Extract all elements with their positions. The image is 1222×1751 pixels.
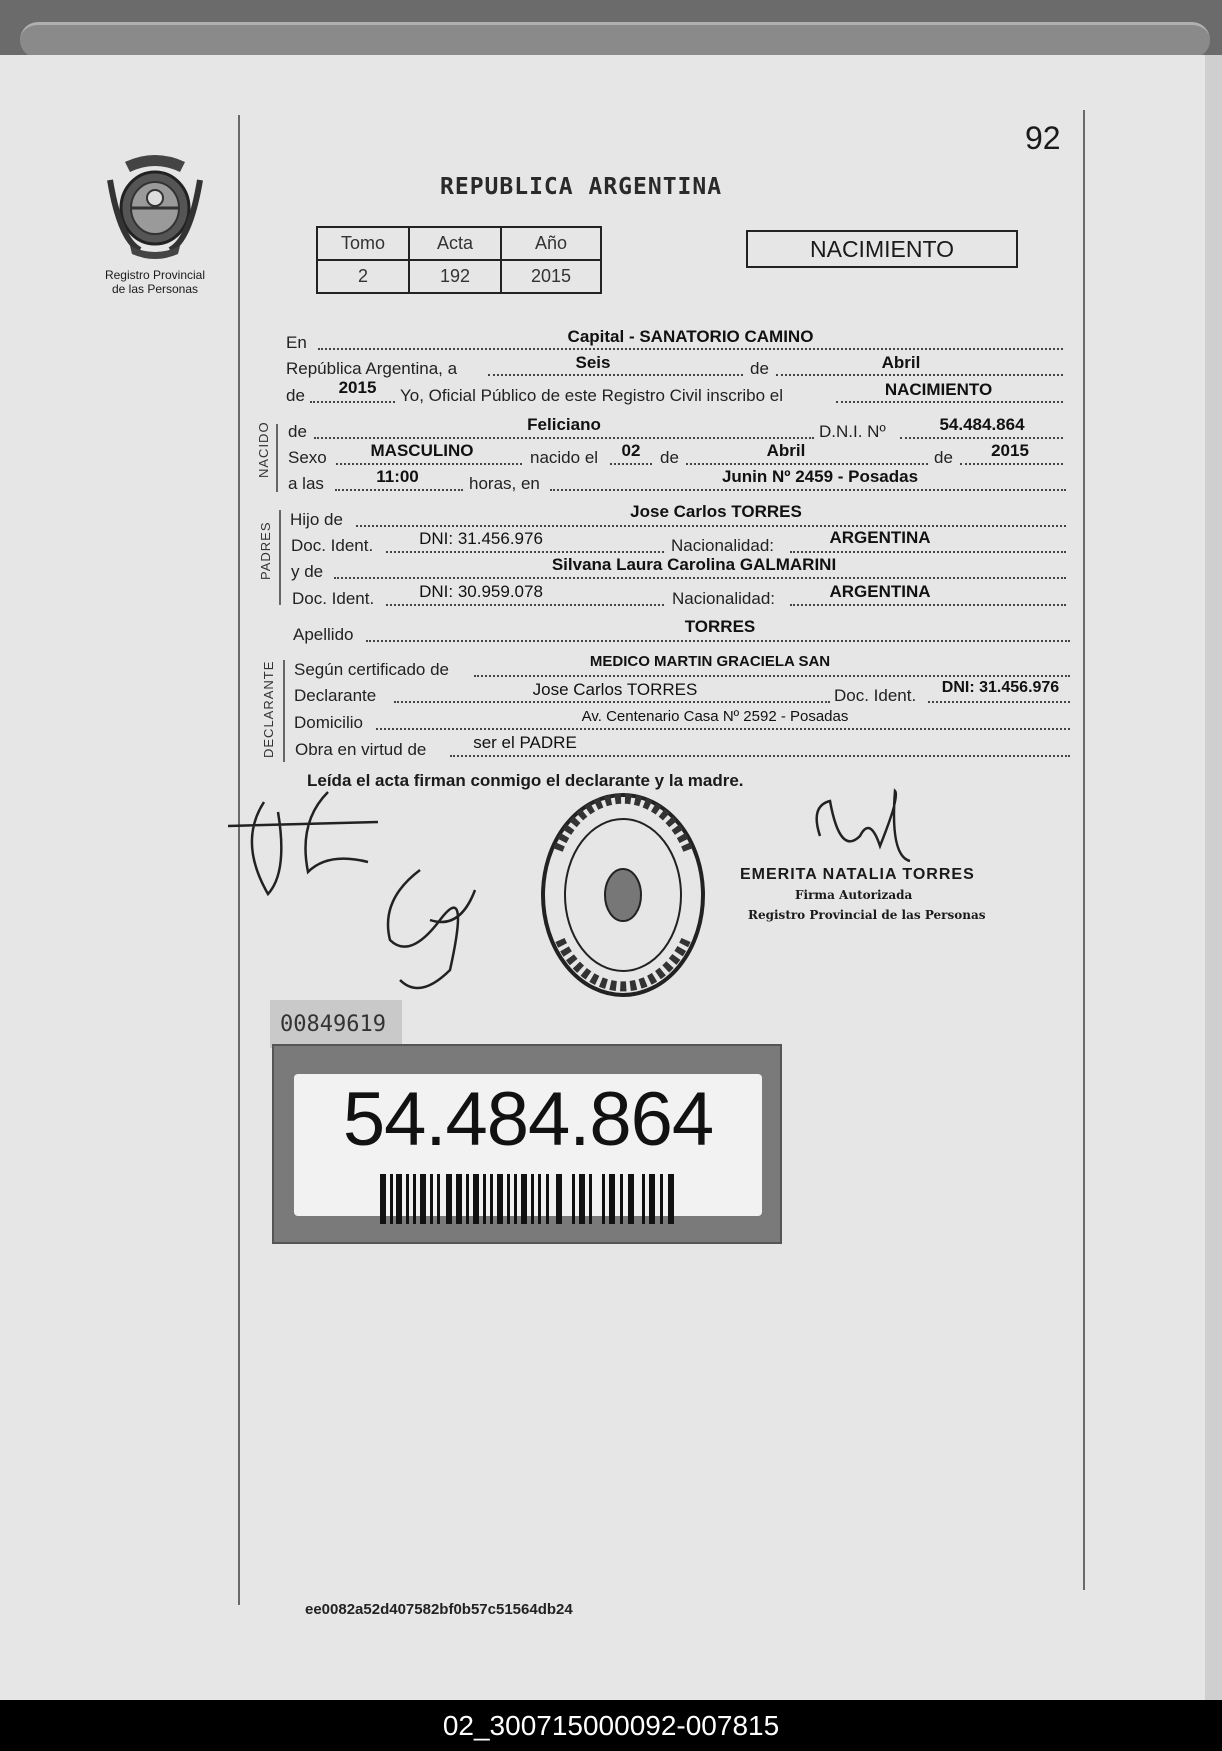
value-nac-anio: 2015 (991, 441, 1029, 460)
record-type-box: NACIMIENTO (746, 230, 1018, 268)
value-hora: 11:00 (376, 467, 419, 486)
document-hash: ee0082a52d407582bf0b57c51564db24 (305, 1601, 573, 1618)
issuer-name (90, 268, 220, 296)
label-yo-oficial: Yo, Oficial Público de este Registro Civil inscribo el (400, 386, 783, 405)
dots-nac-mes (686, 463, 928, 465)
reference-value-row (317, 260, 601, 293)
label-a-las: a las (288, 474, 324, 493)
header-anio: Año (501, 227, 601, 260)
value-anio: 2015 (501, 260, 601, 293)
closing-statement: Leída el acta firman conmigo el declarante y la madre. (307, 771, 744, 790)
label-dni: D.N.I. Nº (819, 422, 886, 441)
label-doc-declarante: Doc. Ident. (834, 686, 917, 705)
section-nacido: NACIDO (256, 421, 271, 478)
label-horas-en: horas, en (469, 474, 540, 493)
value-apellido: TORRES (684, 617, 756, 636)
dots-en (318, 348, 1063, 350)
label-en: En (286, 333, 307, 352)
serial-number: 00849619 (280, 1012, 386, 1037)
label-y-de: y de (291, 562, 324, 581)
value-madre-nac: ARGENTINA (829, 582, 931, 601)
issuer-name-line1: Registro Provincial (104, 268, 206, 282)
value-declarante: Jose Carlos TORRES (532, 680, 698, 699)
value-dni: 54.484.864 (939, 415, 1025, 434)
dots-lugar-nac (550, 489, 1066, 491)
reference-table (316, 226, 602, 294)
dots-sexo (336, 463, 522, 465)
value-tipo: NACIMIENTO (884, 380, 993, 399)
value-nac-dia: 02 (621, 441, 641, 460)
label-nac-madre: Nacionalidad: (672, 589, 776, 608)
dots-cert (474, 675, 1070, 677)
value-virtud: ser el PADRE (473, 733, 577, 752)
barcode-icon (380, 1174, 680, 1224)
value-lugar: Capital - SANATORIO CAMINO (567, 327, 814, 346)
barcode-number: 54.484.864 (342, 1077, 714, 1162)
issuer-name-line2: de las Personas (111, 282, 199, 296)
declarante-bar (283, 660, 285, 762)
official-role: Firma Autorizada (795, 888, 913, 902)
value-sexo: MASCULINO (370, 441, 474, 460)
label-republica: República Argentina, a (286, 359, 458, 378)
official-office: Registro Provincial de las Personas (748, 908, 986, 922)
label-segun-cert: Según certificado de (294, 660, 449, 679)
official-name: EMERITA NATALIA TORRES (740, 866, 975, 883)
dots-tipo (836, 401, 1063, 403)
value-anio-reg: 2015 (338, 378, 377, 397)
dots-anio (310, 401, 395, 403)
mother-signature (380, 860, 490, 1000)
value-acta: 192 (409, 260, 501, 293)
value-padre-nac: ARGENTINA (829, 528, 931, 547)
label-apellido: Apellido (293, 625, 354, 644)
dots-madre-nac (790, 604, 1066, 606)
right-frame-line (1083, 110, 1085, 1590)
dots-padre-doc (386, 551, 664, 553)
label-doc-padre: Doc. Ident. (291, 536, 374, 555)
dots-padre (356, 525, 1066, 527)
value-nombre: Feliciano (527, 415, 601, 434)
label-de-anio: de (286, 386, 305, 405)
file-identifier: 02_300715000092-007815 (0, 1700, 1222, 1751)
value-certificado: MEDICO MARTIN GRACIELA SAN (589, 653, 831, 670)
page-number: 92 (1025, 120, 1061, 156)
dots-declarante-doc (928, 701, 1070, 703)
dots-apellido (366, 640, 1070, 642)
dots-declarante (394, 701, 830, 703)
dots-virtud (450, 755, 1070, 757)
value-madre-doc: DNI: 30.959.078 (419, 582, 543, 601)
dots-dni (900, 437, 1063, 439)
value-tomo: 2 (317, 260, 409, 293)
value-lugar-nac: Junin Nº 2459 - Posadas (721, 467, 919, 486)
registry-seal (538, 790, 708, 1000)
binder-bar (20, 22, 1210, 58)
dots-hora (335, 489, 463, 491)
value-declarante-doc: DNI: 31.456.976 (941, 679, 1060, 696)
label-de-nac-mes: de (660, 448, 679, 467)
label-hijo-de: Hijo de (290, 510, 343, 529)
label-de-nac-anio: de (934, 448, 953, 467)
section-padres: PADRES (258, 521, 273, 580)
barcode-inner (294, 1074, 762, 1216)
section-declarante: DECLARANTE (261, 660, 276, 758)
dots-madre-doc (386, 604, 664, 606)
sheet-edge (1205, 55, 1222, 1700)
label-domicilio: Domicilio (294, 713, 363, 732)
dots-nac-dia (610, 463, 652, 465)
dots-nombre (314, 437, 814, 439)
label-de-nombre: de (288, 422, 307, 441)
official-signature (800, 786, 920, 876)
value-madre: Silvana Laura Carolina GALMARINI (551, 555, 837, 574)
value-dia-letras: Seis (575, 353, 611, 372)
reference-header-row (317, 227, 601, 260)
label-obra-virtud: Obra en virtud de (295, 740, 427, 759)
value-mes: Abril (881, 353, 921, 372)
label-declarante: Declarante (294, 686, 377, 705)
dots-domicilio (376, 728, 1070, 730)
nacido-bar (276, 424, 278, 492)
label-nac-padre: Nacionalidad: (671, 536, 775, 555)
label-de-mes: de (750, 359, 769, 378)
province-crest-icon (100, 150, 210, 260)
value-padre: Jose Carlos TORRES (630, 502, 802, 521)
value-domicilio: Av. Centenario Casa Nº 2592 - Posadas (581, 708, 849, 725)
value-nac-mes: Abril (766, 441, 806, 460)
country-title: REPUBLICA ARGENTINA (440, 174, 723, 200)
label-sexo: Sexo (288, 448, 327, 467)
header-acta: Acta (409, 227, 501, 260)
dots-dia (488, 374, 743, 376)
dots-padre-nac (790, 551, 1066, 553)
label-nacido-el: nacido el (530, 448, 599, 467)
value-padre-doc: DNI: 31.456.976 (419, 529, 543, 548)
label-doc-madre: Doc. Ident. (292, 589, 375, 608)
dots-madre (334, 577, 1066, 579)
padres-bar (279, 510, 281, 605)
header-tomo: Tomo (317, 227, 409, 260)
dni-barcode-label (272, 1044, 782, 1244)
dots-mes (776, 374, 1063, 376)
dots-nac-anio (960, 463, 1063, 465)
